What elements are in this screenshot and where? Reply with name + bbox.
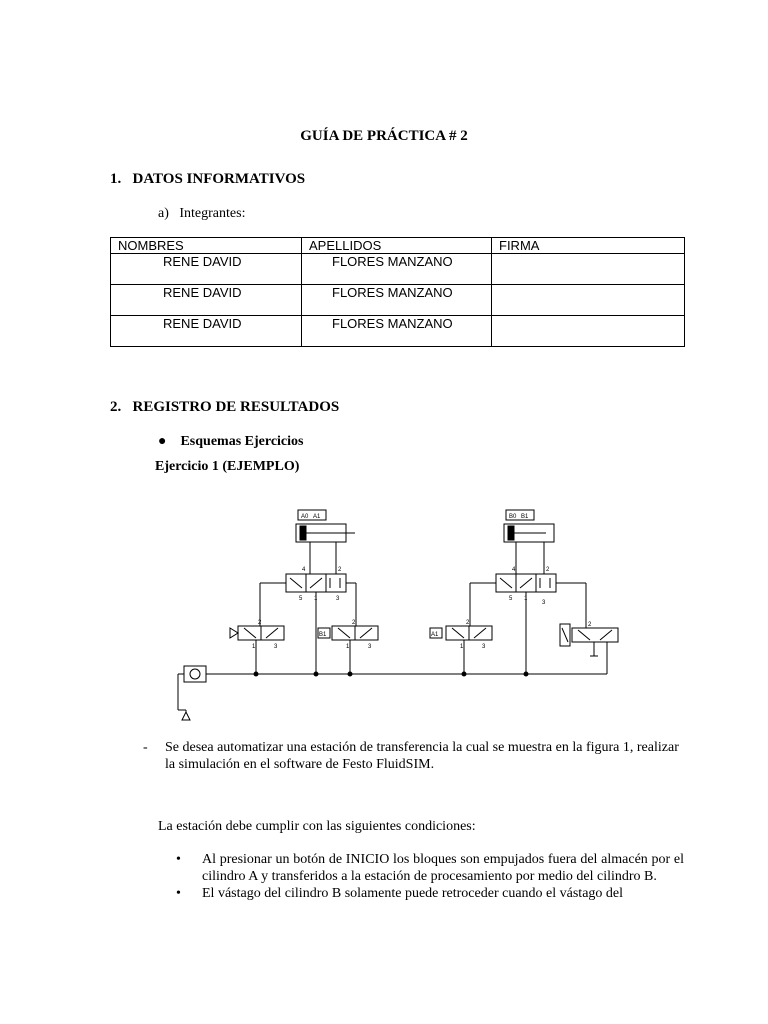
- cylinder-a: [296, 510, 355, 562]
- port-label: 5: [509, 596, 513, 602]
- service-unit: [184, 666, 206, 682]
- port-label: 4: [512, 567, 516, 573]
- port-label: 2: [352, 620, 356, 626]
- bullet-label: Esquemas Ejercicios: [180, 434, 304, 449]
- valve-3-2-right: [560, 583, 618, 674]
- cyl-b-label-1: B0: [509, 514, 517, 520]
- port-label: 1: [314, 596, 318, 602]
- cell-nombre: RENE DAVID: [111, 316, 302, 347]
- members-table: [110, 237, 685, 347]
- port-label: 4: [302, 567, 306, 573]
- table-row: [111, 316, 685, 347]
- cell-apellido: FLORES MANZANO: [302, 316, 492, 347]
- cell-nombre: RENE DAVID: [111, 285, 302, 316]
- port-label: 3: [336, 596, 340, 602]
- port-label: 2: [466, 620, 470, 626]
- junction-dot: [462, 672, 466, 676]
- port-label: 3: [274, 644, 278, 650]
- conditions-intro: La estación debe cumplir con las siguientes condiciones:: [158, 819, 476, 834]
- port-label: 1: [252, 644, 256, 650]
- valve-3-2-b1: [318, 583, 378, 674]
- table-row: [111, 254, 685, 285]
- valve-3-2-start: [230, 583, 284, 674]
- bullet-esquemas: [158, 434, 303, 450]
- table-row: [111, 285, 685, 316]
- port-label: 1: [460, 644, 464, 650]
- bullet-dot: ●: [158, 434, 167, 449]
- junction-dot: [254, 672, 258, 676]
- port-label: 3: [482, 644, 486, 650]
- port-label: 2: [258, 620, 262, 626]
- exercise-title: Ejercicio 1 (EJEMPLO): [155, 459, 300, 474]
- junction-dot: [314, 672, 318, 676]
- valve-3-2-a1: [430, 583, 492, 674]
- list-item: • El vástago del cilindro B solamente puede retroceder cuando el vástago del: [176, 885, 684, 902]
- cell-firma: [492, 316, 685, 347]
- port-label: 1: [346, 644, 350, 650]
- header-apellidos: APELLIDOS: [302, 238, 492, 254]
- exhaust-icon: [182, 712, 190, 720]
- junction-dot: [348, 672, 352, 676]
- valve-5-2-a: [260, 562, 356, 674]
- port-label: 3: [542, 600, 546, 606]
- dash-list-item: [143, 739, 688, 773]
- header-nombres: NOMBRES: [111, 238, 302, 254]
- dash-item-text: Se desea automatizar una estación de transferencia la cual se muestra en la figura 1, realizar la simulación en el software de Festo FluidSIM.: [165, 740, 679, 772]
- list-item: • Al presionar un botón de INICIO los bloques son empujados fuera del almacén por el cilindro A y transferidos a la estación de procesamiento por medio del cilindro B.: [176, 851, 684, 885]
- cell-firma: [492, 254, 685, 285]
- valve-5-2-b: [470, 562, 586, 674]
- cell-apellido: FLORES MANZANO: [302, 254, 492, 285]
- port-label: 2: [588, 622, 592, 628]
- cell-nombre: RENE DAVID: [111, 254, 302, 285]
- junction-dot: [524, 672, 528, 676]
- valve-a1-label: A1: [431, 632, 439, 638]
- section-heading-datos: 1. DATOS INFORMATIVOS: [110, 171, 306, 187]
- valve-b1-label: B1: [319, 632, 327, 638]
- conditions-list: [176, 851, 684, 902]
- header-firma: FIRMA: [492, 238, 685, 254]
- cylinder-b: [504, 510, 554, 562]
- cell-firma: [492, 285, 685, 316]
- cyl-a-label-2: A1: [313, 514, 321, 520]
- port-label: 2: [338, 567, 342, 573]
- subheading-integrantes: a) Integrantes:: [158, 206, 246, 221]
- dash-marker: -: [143, 740, 148, 755]
- page-title: GUÍA DE PRÁCTICA # 2: [300, 128, 468, 144]
- port-label: 5: [299, 596, 303, 602]
- cyl-b-label-2: B1: [521, 514, 529, 520]
- cell-apellido: FLORES MANZANO: [302, 285, 492, 316]
- port-label: 3: [368, 644, 372, 650]
- cyl-a-label-1: A0: [301, 514, 309, 520]
- section-heading-registro: 2. REGISTRO DE RESULTADOS: [110, 399, 340, 415]
- pneumatic-circuit-diagram: [160, 500, 640, 730]
- port-label: 1: [524, 596, 528, 602]
- port-label: 2: [546, 567, 550, 573]
- table-header-row: [111, 238, 685, 254]
